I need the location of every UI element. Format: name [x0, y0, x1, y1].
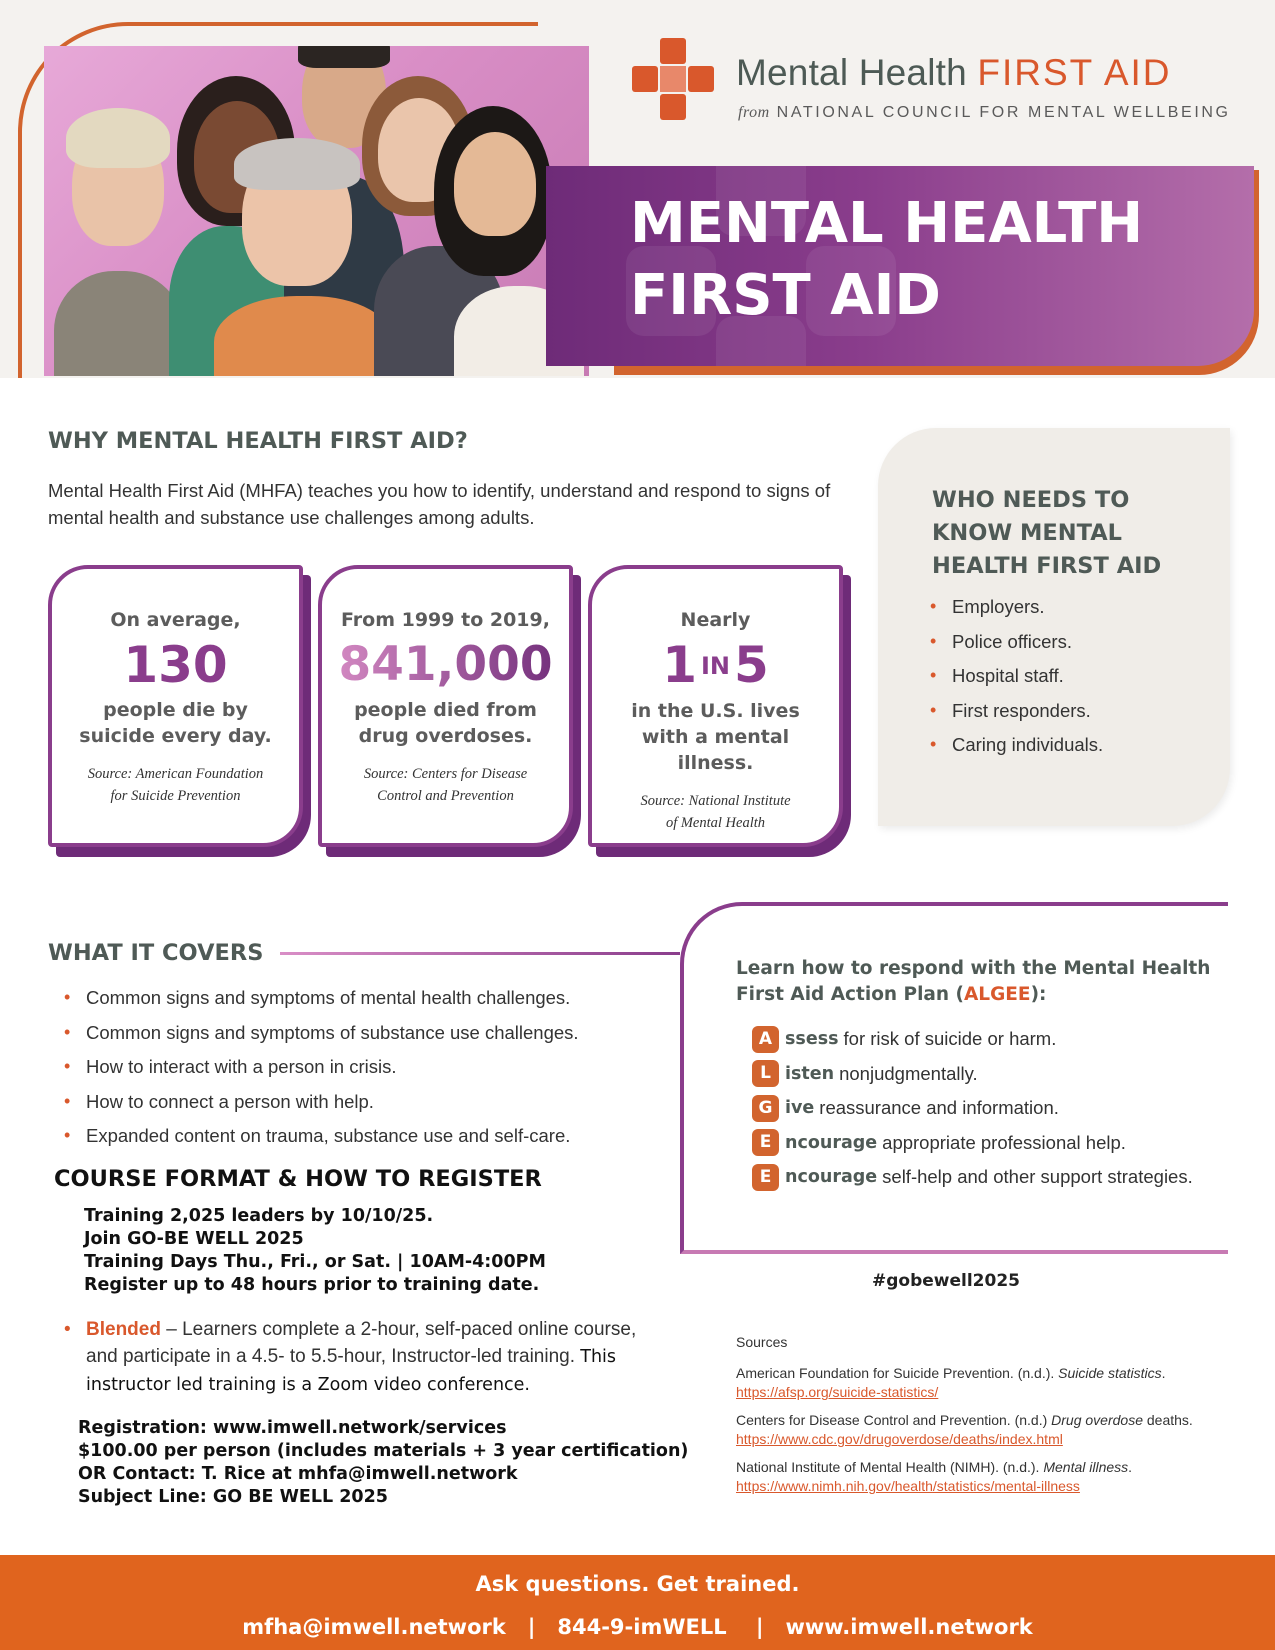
course-heading: COURSE FORMAT & HOW TO REGISTER — [54, 1166, 542, 1192]
algee-item: L isten nonjudgmentally. — [752, 1057, 1193, 1092]
footer-tagline: Ask questions. Get trained. — [475, 1572, 800, 1596]
stat-number: 130 — [123, 636, 228, 694]
stat-number: 841,000 — [322, 633, 569, 697]
stat-description: people died from drug overdoses. — [354, 699, 537, 747]
list-item: • How to connect a person with help. — [86, 1091, 579, 1126]
source-item: American Foundation for Suicide Prevention. (n.d.). Suicide statistics. https://afsp.org/suicide-statistics/ — [736, 1365, 1166, 1400]
source-link[interactable]: https://www.cdc.gov/drugoverdose/deaths/index.html — [736, 1431, 1063, 1447]
source-link[interactable]: https://www.nimh.nih.gov/health/statistics/mental-illness — [736, 1478, 1080, 1494]
stat-description: in the U.S. lives with a mental illness. — [631, 700, 800, 774]
letter-badge: E — [752, 1164, 779, 1191]
who-heading: WHO NEEDS TO KNOW MENTAL HEALTH FIRST AID — [932, 487, 1162, 579]
who-needs-panel — [878, 428, 1230, 826]
stat-lead: Nearly — [680, 609, 751, 631]
covers-list — [86, 987, 579, 1160]
footer-contacts[interactable]: mfha@imwell.network | 844-9-imWELL | www.imwell.network — [242, 1615, 1033, 1639]
list-item: • Expanded content on trauma, substance use and self-care. — [86, 1125, 579, 1160]
course-details: Training 2,025 leaders by 10/10/25. Join GO-BE WELL 2025 Training Days Thu., Fri., or Sat. | 10AM-4:00PM Register up to 48 hours prior to training date. — [84, 1206, 546, 1295]
letter-badge: L — [752, 1060, 779, 1087]
why-paragraph: Mental Health First Aid (MHFA) teaches you how to identify, understand and respond to signs of mental health and substance use challenges among adults. — [48, 480, 831, 528]
stat-lead: From 1999 to 2019, — [341, 609, 550, 631]
mhfa-logo — [632, 38, 1232, 128]
logo-wordmark: Mental Health FIRST AID — [736, 52, 1172, 93]
stat-card-mental-illness — [588, 565, 843, 847]
stat-description: people die by suicide every day. — [79, 699, 272, 747]
source-item: National Institute of Mental Health (NIMH). (n.d.). Mental illness. https://www.nimh.nih.gov/health/statistics/mental-illness — [736, 1459, 1133, 1494]
why-heading: WHY MENTAL HEALTH FIRST AID? — [48, 428, 468, 454]
who-list — [952, 596, 1103, 769]
logo-subtitle: from NATIONAL COUNCIL FOR MENTAL WELLBEING — [738, 104, 1231, 121]
hero-photo — [44, 46, 589, 376]
list-item: • Common signs and symptoms of substance use challenges. — [86, 1022, 579, 1057]
orange-cross-icon — [632, 38, 716, 122]
title-banner — [546, 166, 1254, 366]
covers-heading: WHAT IT COVERS — [48, 940, 264, 966]
list-item: • Employers. — [952, 596, 1103, 631]
algee-heading: Learn how to respond with the Mental Health First Aid Action Plan (ALGEE): — [736, 958, 1211, 1005]
hashtag: #gobewell2025 — [872, 1271, 1020, 1291]
list-item: • First responders. — [952, 700, 1103, 735]
source-item: Centers for Disease Control and Prevention. (n.d.) Drug overdose deaths. https://www.cdc.gov/drugoverdose/deaths/index.html — [736, 1412, 1193, 1447]
list-item: • Common signs and symptoms of mental health challenges. — [86, 987, 579, 1022]
list-item: • How to interact with a person in crisis. — [86, 1056, 579, 1091]
stat-source: Source: American Foundation for Suicide Prevention — [87, 766, 264, 804]
list-item: • Caring individuals. — [952, 734, 1103, 769]
stat-number: 1 IN5 — [662, 636, 769, 694]
footer-bar — [0, 1555, 1275, 1650]
letter-badge: E — [752, 1129, 779, 1156]
stat-source: Source: National Institute of Mental Health — [640, 793, 791, 831]
blended-format: • Blended – Learners complete a 2-hour, self-paced online course, and participate in a 4.5- to 5.5-hour, Instructor-led training. This instructor led training is a Zoom video conference. — [86, 1316, 646, 1399]
registration-info: Registration: www.imwell.network/services $100.00 per person (includes materials + 3 year certification) OR Contact: T. Rice at mhfa@imwell.network Subject Line: GO BE WELL 2025 — [78, 1418, 689, 1507]
letter-badge: G — [752, 1095, 779, 1122]
stat-card-suicide — [48, 565, 303, 847]
list-item: • Police officers. — [952, 631, 1103, 666]
sources — [736, 1333, 1236, 1505]
algee-item: E ncourage appropriate professional help. — [752, 1126, 1193, 1161]
algee-item: A ssess for risk of suicide or harm. — [752, 1022, 1193, 1057]
letter-badge: A — [752, 1026, 779, 1053]
algee-item: E ncourage self-help and other support strategies. — [752, 1160, 1193, 1195]
page-title: MENTAL HEALTH FIRST AID — [630, 191, 1144, 328]
algee-item: G ive reassurance and information. — [752, 1091, 1193, 1126]
heading-rule — [280, 952, 680, 955]
sources-heading: Sources — [736, 1334, 788, 1350]
stat-card-overdose — [318, 565, 573, 847]
algee-list — [752, 1022, 1193, 1195]
list-item: • Hospital staff. — [952, 665, 1103, 700]
source-link[interactable]: https://afsp.org/suicide-statistics/ — [736, 1384, 939, 1400]
stat-source: Source: Centers for Disease Control and Prevention — [363, 766, 528, 804]
stat-lead: On average, — [110, 609, 241, 631]
